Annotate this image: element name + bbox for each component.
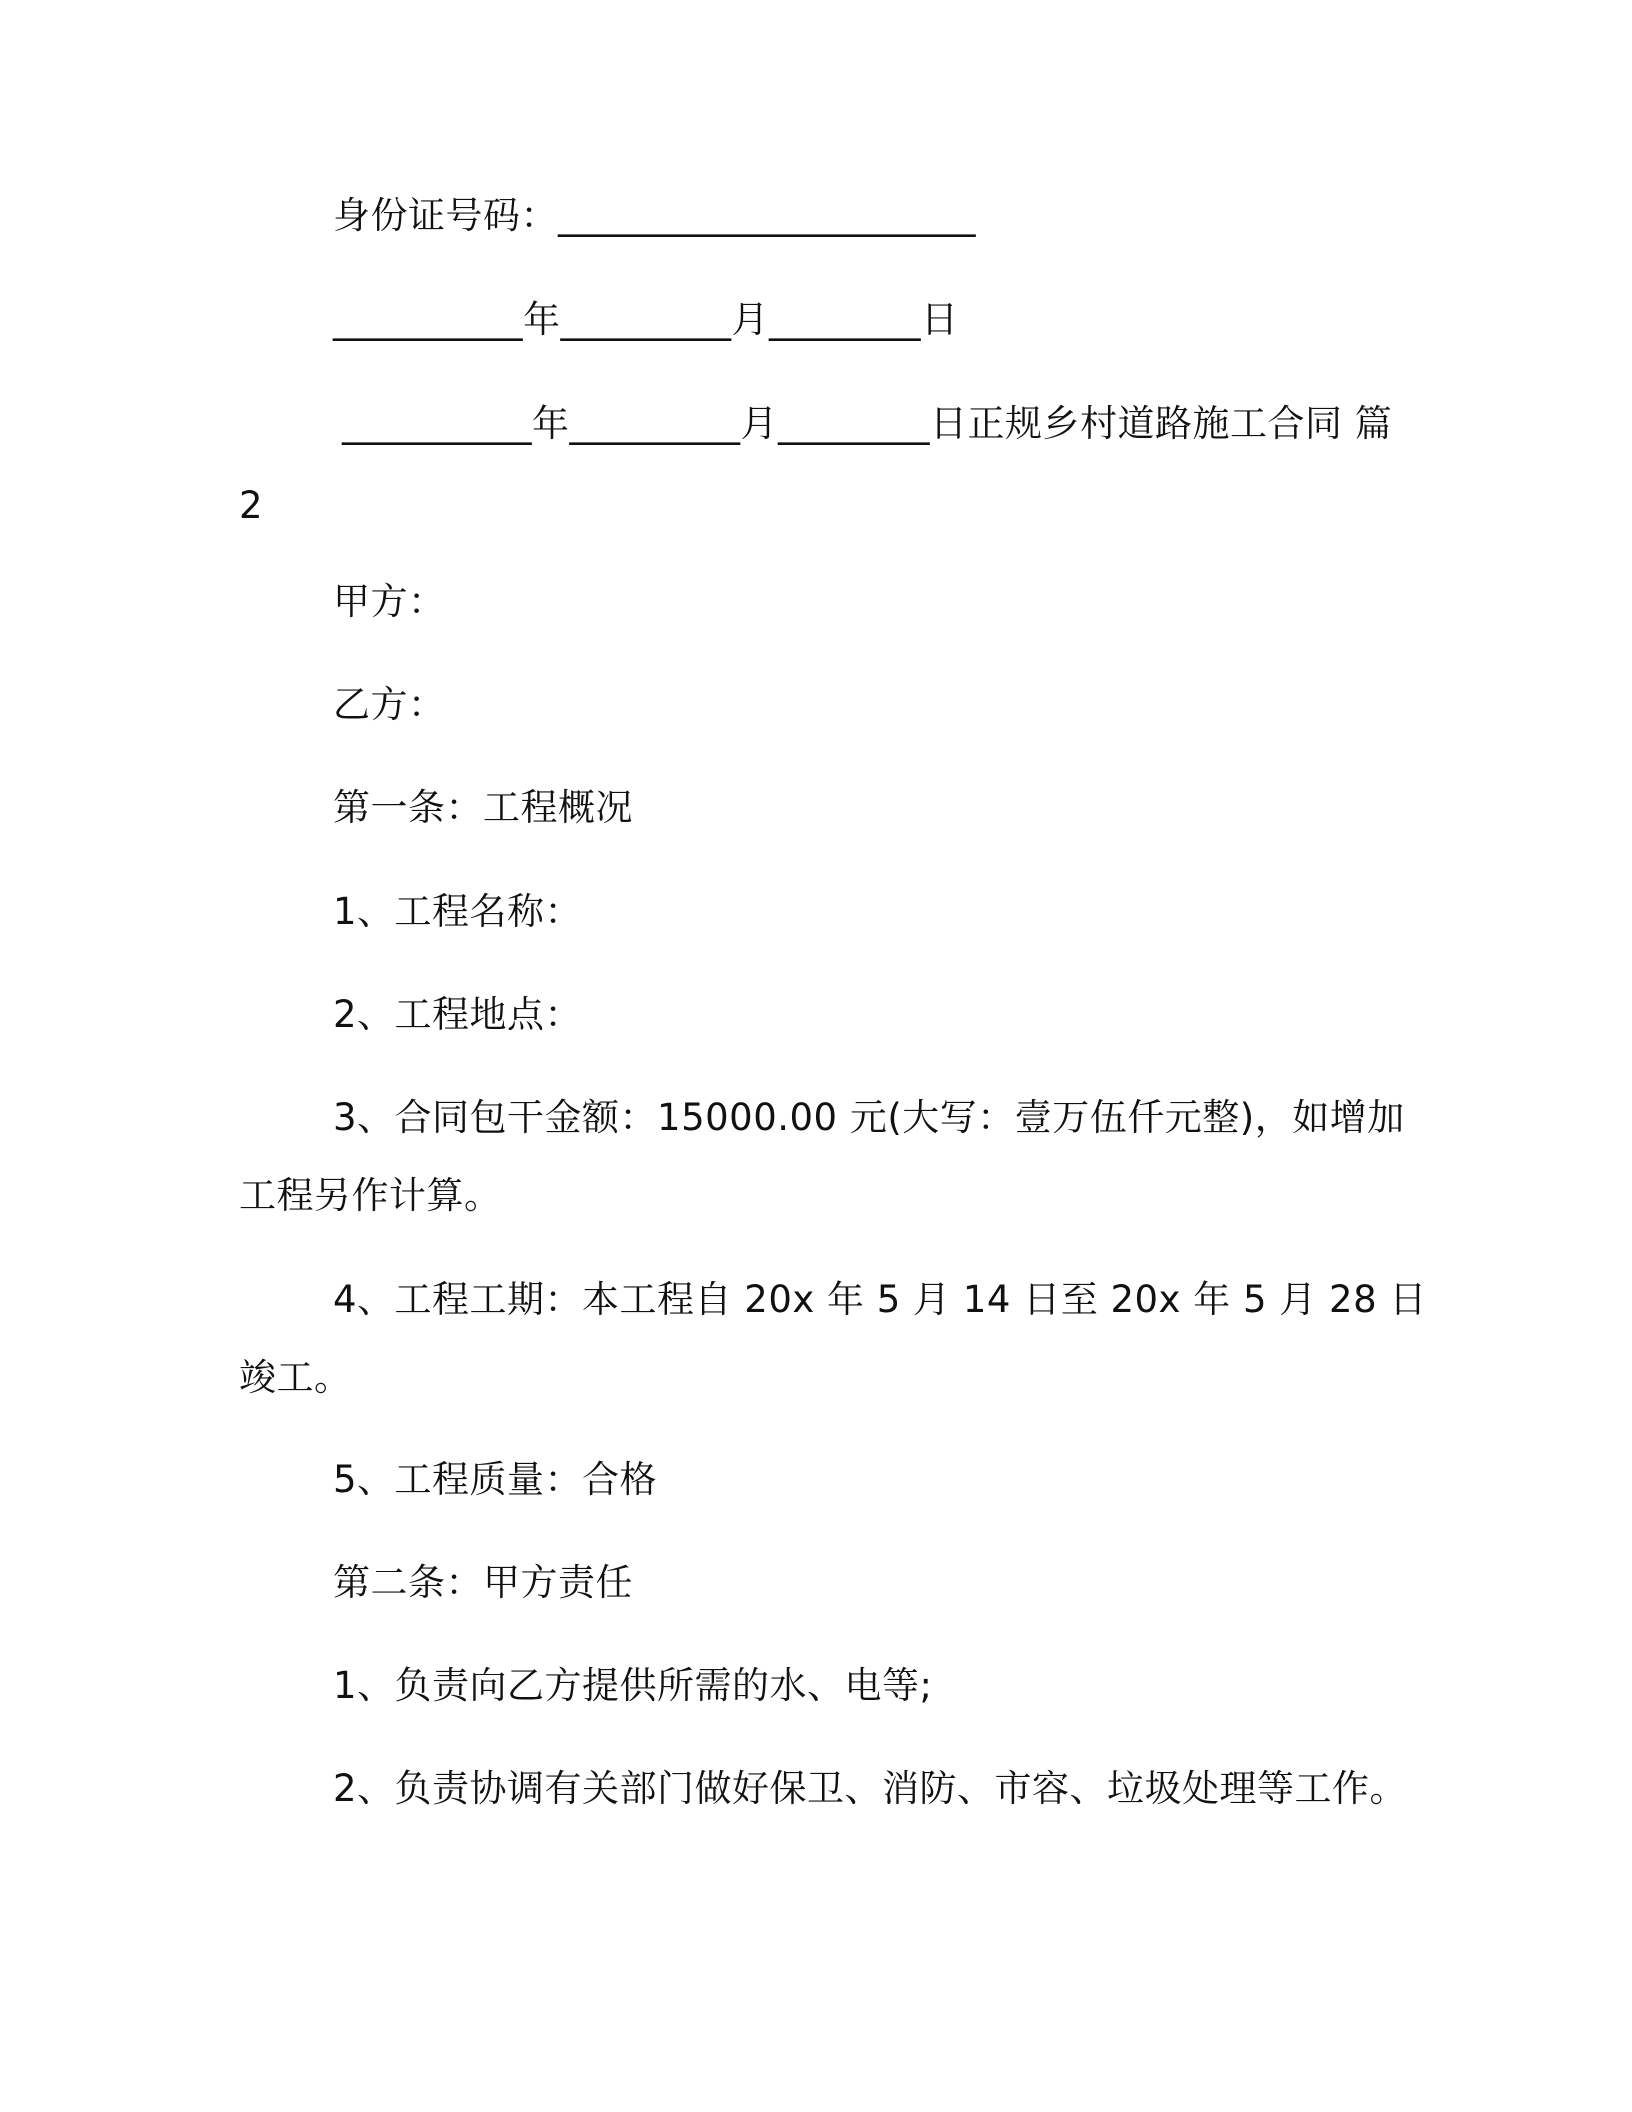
clause-contract-amount: 3、合同包干金额：15000.00 元(大写：壹万伍仟元整)，如增加	[333, 1096, 1405, 1139]
heading-line-continued: 2	[239, 484, 264, 527]
clause-project-quality: 5、工程质量：合格	[333, 1458, 658, 1501]
clause-contract-amount-continued: 工程另作计算。	[239, 1174, 502, 1217]
id-number-line: 身份证号码：______________________	[333, 194, 976, 237]
clause-project-location: 2、工程地点：	[333, 993, 583, 1036]
signature-date-line: __________年_________月________日	[333, 298, 959, 341]
party-b-label: 乙方：	[333, 683, 446, 726]
clause-project-name: 1、工程名称：	[333, 890, 583, 933]
responsibility-2: 2、负责协调有关部门做好保卫、消防、市容、垃圾处理等工作。	[333, 1767, 1408, 1810]
clause-project-period: 4、工程工期：本工程自 20x 年 5 月 14 日至 20x 年 5 月 28 日	[333, 1278, 1427, 1321]
party-a-label: 甲方：	[333, 580, 446, 623]
responsibility-1: 1、负责向乙方提供所需的水、电等;	[333, 1664, 933, 1707]
heading-line: __________年_________月________日正规乡村道路施工合同 篇	[342, 402, 1393, 445]
article-2-heading: 第二条：甲方责任	[333, 1561, 633, 1604]
article-1-heading: 第一条：工程概况	[333, 786, 633, 829]
clause-project-period-continued: 竣工。	[239, 1356, 352, 1399]
